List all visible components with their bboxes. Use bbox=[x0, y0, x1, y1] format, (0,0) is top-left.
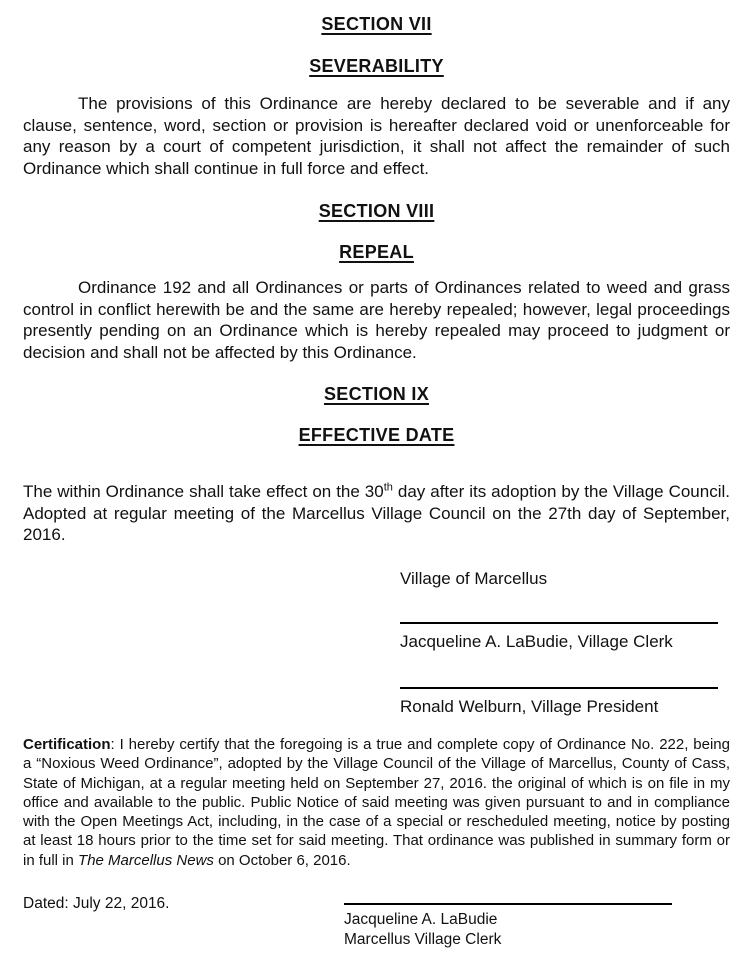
dated-line: Dated: July 22, 2016. bbox=[23, 895, 170, 913]
effective-date-paragraph bbox=[23, 481, 730, 546]
president-signature-line bbox=[400, 687, 718, 689]
section-viii-heading-text: SECTION VIII bbox=[318, 201, 435, 221]
certification-paragraph bbox=[23, 735, 730, 870]
signatory-title: Marcellus Village Clerk bbox=[344, 931, 502, 949]
clerk-signature-line bbox=[400, 622, 718, 624]
section-viii-heading bbox=[23, 201, 730, 221]
signature-block bbox=[400, 568, 718, 718]
section-viii bbox=[23, 201, 730, 363]
organization-name: Village of Marcellus bbox=[400, 568, 548, 588]
repeal-paragraph: Ordinance 192 and all Ordinances or parts of Ordinances related to weed and grass control in conflict herewith be and the same are hereby repealed; however, legal proceedings presently pending on an Ordinance which is hereby repealed may proceed to judgment or decision and shall not be affected by this Ordinance. bbox=[23, 278, 730, 362]
effective-date-text-end: day after its adoption by the Village Council. Adopted at regular meeting of the Marcellus Village Council on the 27th day of September, 2016. bbox=[23, 482, 730, 544]
section-vii-subheading-text: SEVERABILITY bbox=[309, 56, 444, 76]
clerk-signature-label: Jacqueline A. LaBudie, Village Clerk bbox=[400, 632, 673, 651]
section-vii-heading bbox=[23, 14, 730, 34]
section-vii-heading-text: SECTION VII bbox=[321, 14, 432, 34]
effective-date-text-start: The within Ordinance shall take effect on the 30 bbox=[23, 482, 384, 501]
clerk-footer-signature-line bbox=[344, 903, 672, 905]
signatory-name: Jacqueline A. LaBudie bbox=[344, 911, 498, 929]
certification-label: Certification bbox=[23, 736, 111, 753]
section-ix bbox=[23, 384, 730, 546]
section-vii bbox=[23, 14, 730, 179]
certification-text-end: on October 6, 2016. bbox=[213, 851, 351, 869]
certification-text: : I hereby certify that the foregoing is a true and complete copy of Ordinance No. 222, being a “Noxious Weed Ordinance”, adopted by the Village Council of the Village of Marcellus, County of Cass, State of Michigan, at a regular meeting held on September 27, 2016. the original of which is on file in my office and available to the public. Public Notice of said meeting was given pursuant to and in compliance with the Open Meetings Act, including, in the case of a special or rescheduled meeting, notice by posting at least 18 hours prior to the time set for said meeting. That ordinance was published in summary form or in full in bbox=[23, 736, 730, 869]
section-vii-subheading bbox=[23, 56, 730, 76]
section-viii-subheading-text: REPEAL bbox=[339, 242, 414, 262]
severability-paragraph: The provisions of this Ordinance are hereby declared to be severable and if any clause, sentence, word, section or provision is hereafter declared void or unenforceable for any reason by a court of competent jurisdiction, it shall not affect the remainder of such Ordinance which shall continue in full force and effect. bbox=[23, 94, 730, 178]
section-ix-heading bbox=[23, 384, 730, 404]
section-viii-subheading bbox=[23, 242, 730, 262]
ordinal-superscript: th bbox=[383, 481, 393, 494]
section-ix-subheading bbox=[23, 425, 730, 445]
section-ix-heading-text: SECTION IX bbox=[323, 384, 429, 404]
publication-name: The Marcellus News bbox=[78, 851, 214, 869]
footer bbox=[23, 894, 730, 950]
footer-signature-block bbox=[344, 894, 672, 950]
section-ix-subheading-text: EFFECTIVE DATE bbox=[298, 425, 455, 445]
president-signature-label: Ronald Welburn, Village President bbox=[400, 696, 659, 716]
